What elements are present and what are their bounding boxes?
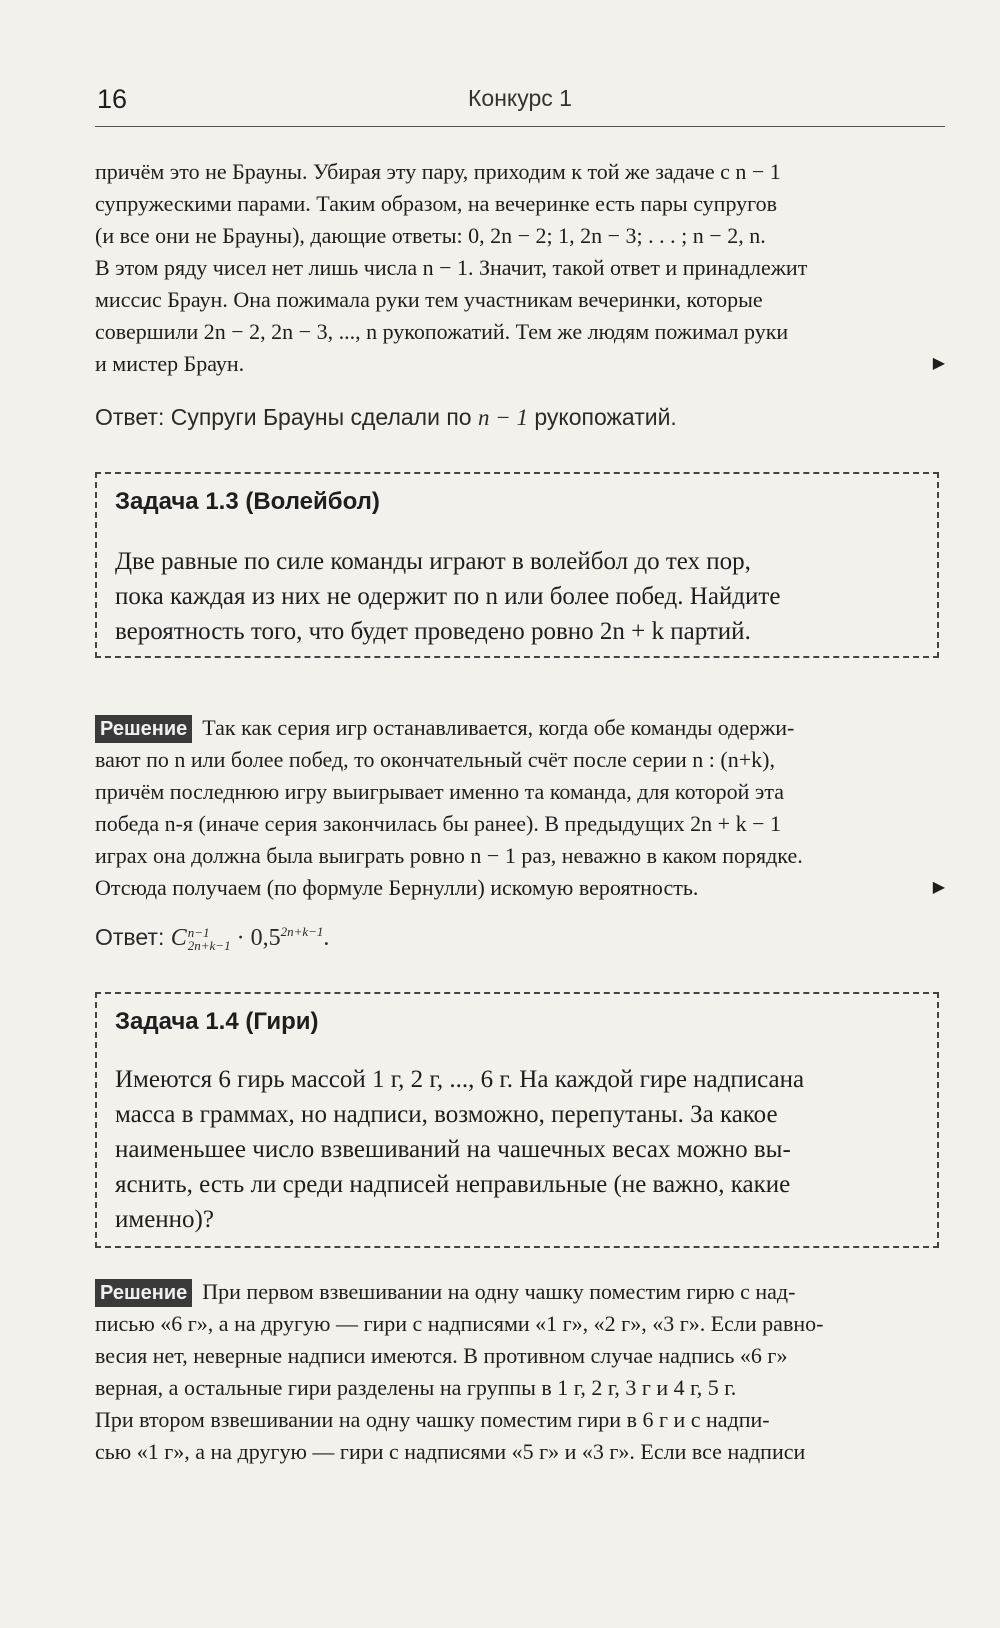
text-line: пока каждая из них не одержит по n или более побед. Найдите (115, 583, 781, 610)
task-1-3-box (95, 472, 939, 658)
running-title: Конкурс 1 (468, 85, 572, 111)
text-line: наименьшее число взвешиваний на чашечных весах можно вы- (115, 1136, 791, 1163)
text-line: При втором взвешивании на одну чашку поместим гири в 6 г и с надпи- (95, 1407, 770, 1432)
task-1-4-box (95, 992, 939, 1248)
text-line: яснить, есть ли среди надписей неправильные (не важно, какие (115, 1171, 791, 1198)
answer-1: Ответ: Супруги Брауны сделали по n − 1 рукопожатий. (95, 404, 677, 430)
text-line: причём последнюю игру выигрывает именно та команда, для которой эта (95, 779, 785, 804)
task-1-4-title: Задача 1.4 (Гири) (115, 1008, 319, 1035)
page-number: 16 (97, 84, 128, 114)
end-of-proof-icon: ▶ (932, 879, 945, 896)
text-line: победа n-я (иначе серия закончилась бы ранее). В предыдущих 2n + k − 1 (95, 811, 781, 836)
solution-label: Решение (95, 715, 192, 743)
prev-solution-text (95, 156, 945, 380)
text-line: Две равные по силе команды играют в волейбол до тех пор, (115, 548, 751, 575)
text-line: В этом ряду чисел нет лишь числа n − 1. Значит, такой ответ и принадлежит (95, 255, 808, 280)
text-line: совершили 2n − 2, 2n − 3, ..., n рукопожатий. Тем же людям пожимал руки (95, 319, 789, 344)
text-line: Отсюда получаем (по формуле Бернулли) искомую вероятность. ▶ (95, 872, 945, 904)
text-line: вают по n или более побед, то окончательный счёт после серии n : (n+k), (95, 747, 775, 772)
text-line: Решение При первом взвешивании на одну чашку поместим гирю с над- (95, 1276, 945, 1308)
page-header (95, 78, 945, 127)
task-1-4-text (115, 1062, 923, 1237)
solution-1-4-text (95, 1276, 945, 1468)
text-line: писью «6 г», а на другую — гири с надписями «1 г», «2 г», «3 г». Если равно- (95, 1311, 824, 1336)
text-line: миссис Браун. Она пожимала руки тем участникам вечеринки, которые (95, 287, 763, 312)
text-line: Имеются 6 гирь массой 1 г, 2 г, ..., 6 г. На каждой гире надписана (115, 1066, 805, 1093)
solution-label: Решение (95, 1279, 192, 1307)
text-line: (и все они не Брауны), дающие ответы: 0, 2n − 2; 1, 2n − 3; . . . ; n − 2, n. (95, 223, 766, 248)
text-line: весия нет, неверные надписи имеются. В противном случае надпись «6 г» (95, 1343, 788, 1368)
end-of-proof-icon: ▶ (932, 355, 945, 372)
task-1-3-title: Задача 1.3 (Волейбол) (115, 488, 380, 515)
text-line: играх она должна была выиграть ровно n − 1 раз, неважно в каком порядке. (95, 843, 803, 868)
text-line: вероятность того, что будет проведено ровно 2n + k партий. (115, 618, 751, 645)
text-line: сью «1 г», а на другую — гири с надписями «5 г» и «3 г». Если все надписи (95, 1439, 806, 1464)
text-line: именно)? (115, 1206, 214, 1233)
text-line: Решение Так как серия игр останавливается, когда обе команды одержи- (95, 712, 945, 744)
text-line: причём это не Брауны. Убирая эту пару, приходим к той же задаче с n − 1 (95, 159, 781, 184)
text-line: супружескими парами. Таким образом, на вечеринке есть пары супругов (95, 191, 778, 216)
answer-2: Ответ: C n−1 2n+k−1 · $0,5^{2n+k-1}$. (95, 924, 330, 954)
text-line: верная, а остальные гири разделены на группы в 1 г, 2 г, 3 г и 4 г, 5 г. (95, 1375, 737, 1400)
task-1-3-text (115, 544, 923, 649)
text-line: масса в граммах, но надписи, возможно, перепутаны. За какое (115, 1101, 778, 1128)
text-line: и мистер Браун. ▶ (95, 348, 945, 380)
solution-1-3-text (95, 712, 945, 904)
